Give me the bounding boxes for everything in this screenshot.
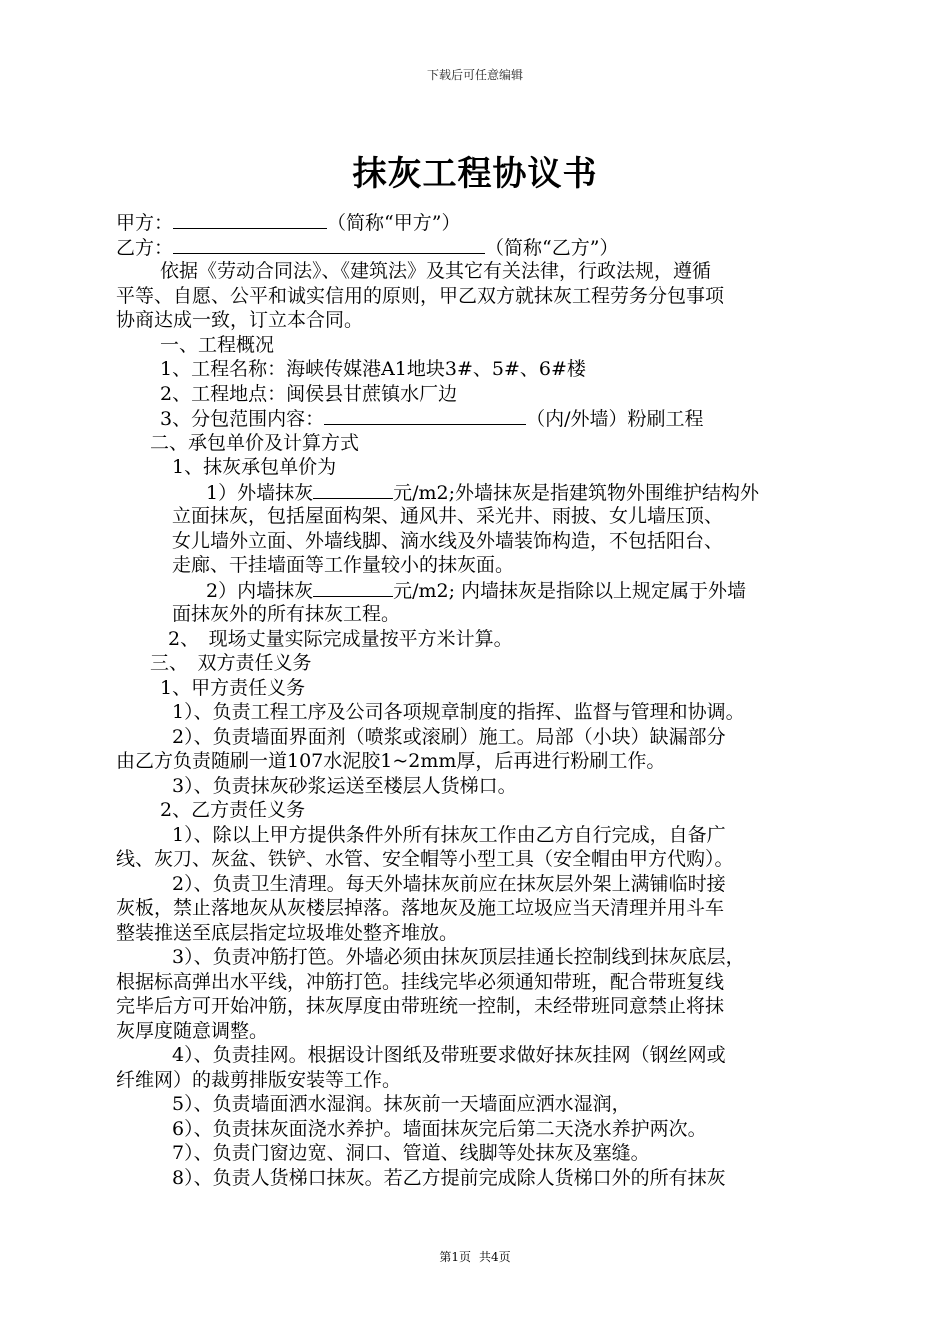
paragraph-line: 平等、自愿、公平和诚实信用的原则，甲乙双方就抹灰工程劳务分包事项 [116, 284, 725, 307]
party-b-line [116, 235, 846, 260]
interior-price-blank [313, 578, 393, 597]
paragraph-line: 整装推送至底层指定垃圾堆处整齐堆放。 [116, 921, 459, 944]
paragraph-line: 灰板，禁止落地灰从灰楼层掉落。落地灰及施工垃圾应当天清理并用斗车 [116, 897, 725, 919]
paragraph-line: 由乙方负责随刷一道107水泥胶1~2mm厚，后再进行粉刷工作。 [116, 750, 666, 772]
paragraph-line: 1、甲方责任义务 [160, 676, 306, 699]
document-title: 抹灰工程协议书 [352, 154, 598, 194]
scope-label: 3、分包范围内容： [160, 408, 325, 430]
paragraph-line: 女儿墙外立面、外墙线脚、滴水线及外墙装饰构造，不包括阳台、 [172, 529, 724, 552]
paragraph-line: 3）、负责抹灰砂浆运送至楼层人货梯口。 [172, 774, 517, 797]
exterior-price-suffix: 元/m2;外墙抹灰是指建筑物外围维护结构外 [393, 481, 760, 504]
paragraph-line: 2、工程地点：闽侯县甘蔗镇水厂边 [160, 382, 458, 405]
paragraph-line: 根据标高弹出水平线，冲筋打笆。挂线完毕必须通知带班，配合带班复线 [116, 970, 725, 993]
paragraph-line: 6）、负责抹灰面浇水养护。墙面抹灰完后第二天浇水养护两次。 [172, 1117, 707, 1140]
page-number: 第1页 [439, 1250, 471, 1264]
header-note: 下载后可任意编辑 [426, 68, 523, 82]
exterior-price-label: 1）外墙抹灰 [206, 481, 314, 504]
party-a-label: 甲方： [116, 212, 174, 234]
scope-suffix: （内/外墙）粉刷工程 [526, 408, 704, 430]
paragraph-line: 4）、负责挂网。根据设计图纸及带班要求做好抹灰挂网（钢丝网或 [172, 1044, 726, 1066]
paragraph-line: 2）、负责墙面界面剂（喷浆或滚刷）施工。局部（小块）缺漏部分 [172, 725, 726, 748]
party-b-suffix: （简称“乙方”） [485, 236, 619, 259]
paragraph-line: 线、灰刀、灰盆、铁铲、水管、安全帽等小型工具（安全帽由甲方代购）。 [116, 848, 734, 870]
interior-price-label: 2）内墙抹灰 [206, 579, 314, 602]
party-b-blank [173, 235, 485, 254]
scope-blank [324, 406, 526, 425]
paragraph-line: 7）、负责门窗边宽、洞口、管道、线脚等处抹灰及塞缝。 [172, 1142, 650, 1164]
paragraph-line: 1）、负责工程工序及公司各项规章制度的指挥、监督与管理和协调。 [172, 701, 745, 723]
page-total: 共4页 [479, 1250, 511, 1264]
interior-price-suffix: 元/m2; 内墙抹灰是指除以上规定属于外墙 [393, 579, 747, 602]
interior-price-line [116, 578, 846, 603]
paragraph-line: 纤维网）的裁剪排版安装等工作。 [116, 1068, 402, 1091]
party-a-suffix: （简称“甲方”） [327, 212, 461, 234]
exterior-price-line [116, 480, 846, 505]
section-heading: 三、 双方责任义务 [150, 652, 312, 674]
party-a-line [116, 210, 846, 235]
paragraph-line: 2）、负责卫生清理。每天外墙抹灰前应在抹灰层外架上满铺临时接 [172, 872, 726, 895]
paragraph-line: 灰厚度随意调整。 [116, 1019, 269, 1042]
page-footer [0, 1248, 950, 1265]
paragraph-line: 面抹灰外的所有抹灰工程。 [172, 603, 401, 625]
section-heading: 二、承包单价及计算方式 [150, 431, 360, 454]
paragraph-line: 3）、负责冲筋打笆。外墙必须由抹灰顶层挂通长控制线到抹灰底层， [172, 946, 745, 968]
document-body [116, 210, 846, 1190]
paragraph-line: 依据《劳动合同法》、《建筑法》及其它有关法律，行政法规，遵循 [160, 260, 712, 282]
paragraph-line: 1）、除以上甲方提供条件外所有抹灰工作由乙方自行完成，自备广 [172, 823, 726, 846]
paragraph-line: 1、工程名称：海峡传媒港A1地块3#、5#、6#楼 [160, 358, 586, 380]
paragraph-line: 协商达成一致，订立本合同。 [116, 309, 364, 331]
paragraph-line: 立面抹灰，包括屋面构架、通风井、采光井、雨披、女儿墙压顶、 [172, 505, 724, 527]
paragraph-line: 完毕后方可开始冲筋，抹灰厚度由带班统一控制，未经带班同意禁止将抹 [116, 995, 725, 1017]
paragraph-line: 8）、负责人货梯口抹灰。若乙方提前完成除人货梯口外的所有抹灰 [172, 1166, 726, 1189]
section-heading: 一、工程概况 [160, 333, 275, 356]
paragraph-line: 1、抹灰承包单价为 [172, 456, 337, 478]
scope-line [116, 406, 846, 431]
paragraph-line: 2、乙方责任义务 [160, 799, 306, 821]
paragraph-line: 走廊、干挂墙面等工作量较小的抹灰面。 [172, 554, 515, 576]
party-b-label: 乙方： [116, 236, 174, 259]
exterior-price-blank [313, 480, 393, 499]
paragraph-line: 2、 现场丈量实际完成量按平方米计算。 [168, 627, 513, 650]
party-a-blank [173, 210, 327, 229]
paragraph-line: 5）、负责墙面洒水湿润。抹灰前一天墙面应洒水湿润， [172, 1093, 631, 1115]
